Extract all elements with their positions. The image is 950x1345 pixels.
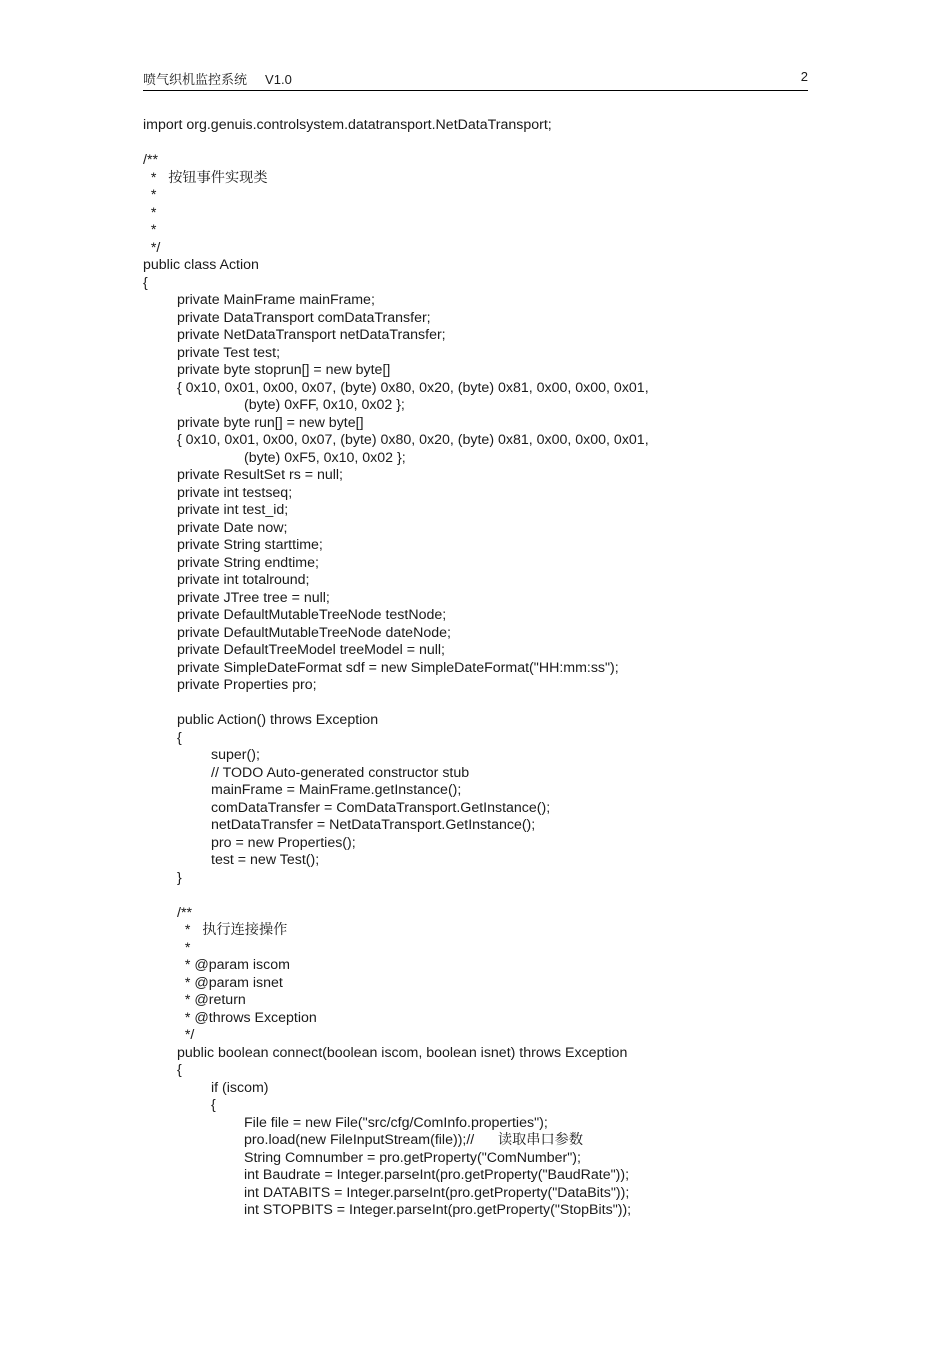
code-line: pro.load(new FileInputStream(file));// 读取串口参数 (244, 1132, 584, 1148)
page-number: 2 (800, 69, 808, 84)
code-line: private String starttime; (177, 537, 323, 553)
code-line: public Action() throws Exception (177, 712, 379, 728)
page-header (143, 66, 808, 91)
code-line: private String endtime; (177, 554, 319, 571)
code-line: pro = new Properties(); (211, 834, 356, 851)
document-title: 喷气织机监控系统 V1.0 (143, 72, 292, 87)
code-line: netDataTransfer = NetDataTransport.GetInstance(); (211, 817, 536, 833)
code-line: private DefaultMutableTreeNode dateNode; (177, 624, 451, 641)
code-line: { (177, 729, 182, 746)
code-line: private MainFrame mainFrame; (177, 292, 375, 308)
code-line: super(); (211, 747, 260, 763)
code-line: * (143, 222, 157, 238)
code-line: private Test test; (177, 344, 281, 361)
code-line: comDataTransfer = ComDataTransport.GetInstance(); (211, 799, 551, 816)
code-line: private SimpleDateFormat sdf = new SimpleDateFormat("HH:mm:ss"); (177, 659, 619, 676)
code-line: String Comnumber = pro.getProperty("ComNumber"); (244, 1149, 581, 1166)
code-line: private JTree tree = null; (177, 589, 330, 606)
code-line: private int totalround; (177, 572, 310, 588)
code-line: File file = new File("src/cfg/ComInfo.properties"); (244, 1114, 548, 1131)
code-line: test = new Test(); (211, 852, 320, 868)
code-line: int Baudrate = Integer.parseInt(pro.getProperty("BaudRate")); (244, 1167, 630, 1183)
code-line: * (143, 204, 157, 221)
code-line: */ (177, 1027, 195, 1043)
code-line: private NetDataTransport netDataTransfer; (177, 327, 446, 343)
code-line: { (211, 1097, 216, 1113)
code-line: * @throws Exception (177, 1009, 317, 1026)
code-line: private int test_id; (177, 502, 289, 518)
code-line: /** (177, 904, 192, 921)
code-line: import org.genuis.controlsystem.datatransport.NetDataTransport; (143, 117, 552, 133)
code-line: public class Action (143, 257, 259, 273)
code-line: mainFrame = MainFrame.getInstance(); (211, 782, 462, 798)
code-line: * 按钮事件实现类 (143, 169, 268, 186)
code-line: private DataTransport comDataTransfer; (177, 309, 431, 326)
code-line: private int testseq; (177, 484, 293, 501)
code-line: // TODO Auto-generated constructor stub (211, 764, 470, 781)
code-line: { (143, 274, 148, 291)
code-line: * @return (177, 992, 246, 1008)
code-line: private ResultSet rs = null; (177, 467, 343, 483)
code-line: (byte) 0xFF, 0x10, 0x02 }; (244, 397, 405, 413)
code-line (143, 695, 808, 713)
code-line: { 0x10, 0x01, 0x00, 0x07, (byte) 0x80, 0x20, (byte) 0x81, 0x00, 0x00, 0x01, (177, 432, 649, 448)
code-line: /** (143, 152, 158, 168)
code-line: */ (143, 239, 161, 256)
code-line: { (177, 1062, 182, 1078)
code-line: int STOPBITS = Integer.parseInt(pro.getProperty("StopBits")); (244, 1202, 632, 1218)
code-line: private Properties pro; (177, 677, 317, 693)
code-line: * 执行连接操作 (177, 922, 288, 938)
code-line: private DefaultTreeModel treeModel = null; (177, 642, 445, 658)
code-line: { 0x10, 0x01, 0x00, 0x07, (byte) 0x80, 0x20, (byte) 0x81, 0x00, 0x00, 0x01, (177, 379, 649, 396)
code-listing (143, 117, 808, 1220)
code-line: * (177, 939, 191, 956)
code-line: public boolean connect(boolean iscom, boolean isnet) throws Exception (177, 1044, 628, 1061)
code-line: if (iscom) (211, 1079, 269, 1096)
code-line: int DATABITS = Integer.parseInt(pro.getProperty("DataBits")); (244, 1184, 630, 1201)
code-line: * @param isnet (177, 974, 283, 991)
code-line (143, 135, 808, 153)
code-line: } (177, 869, 182, 886)
code-line: private byte run[] = new byte[] (177, 414, 364, 431)
code-line: private DefaultMutableTreeNode testNode; (177, 607, 447, 623)
code-line: (byte) 0xF5, 0x10, 0x02 }; (244, 449, 406, 466)
code-line: * (143, 187, 157, 203)
code-line: * @param iscom (177, 957, 290, 973)
code-line (143, 887, 808, 905)
code-line: private Date now; (177, 519, 288, 536)
code-line: private byte stoprun[] = new byte[] (177, 362, 391, 378)
